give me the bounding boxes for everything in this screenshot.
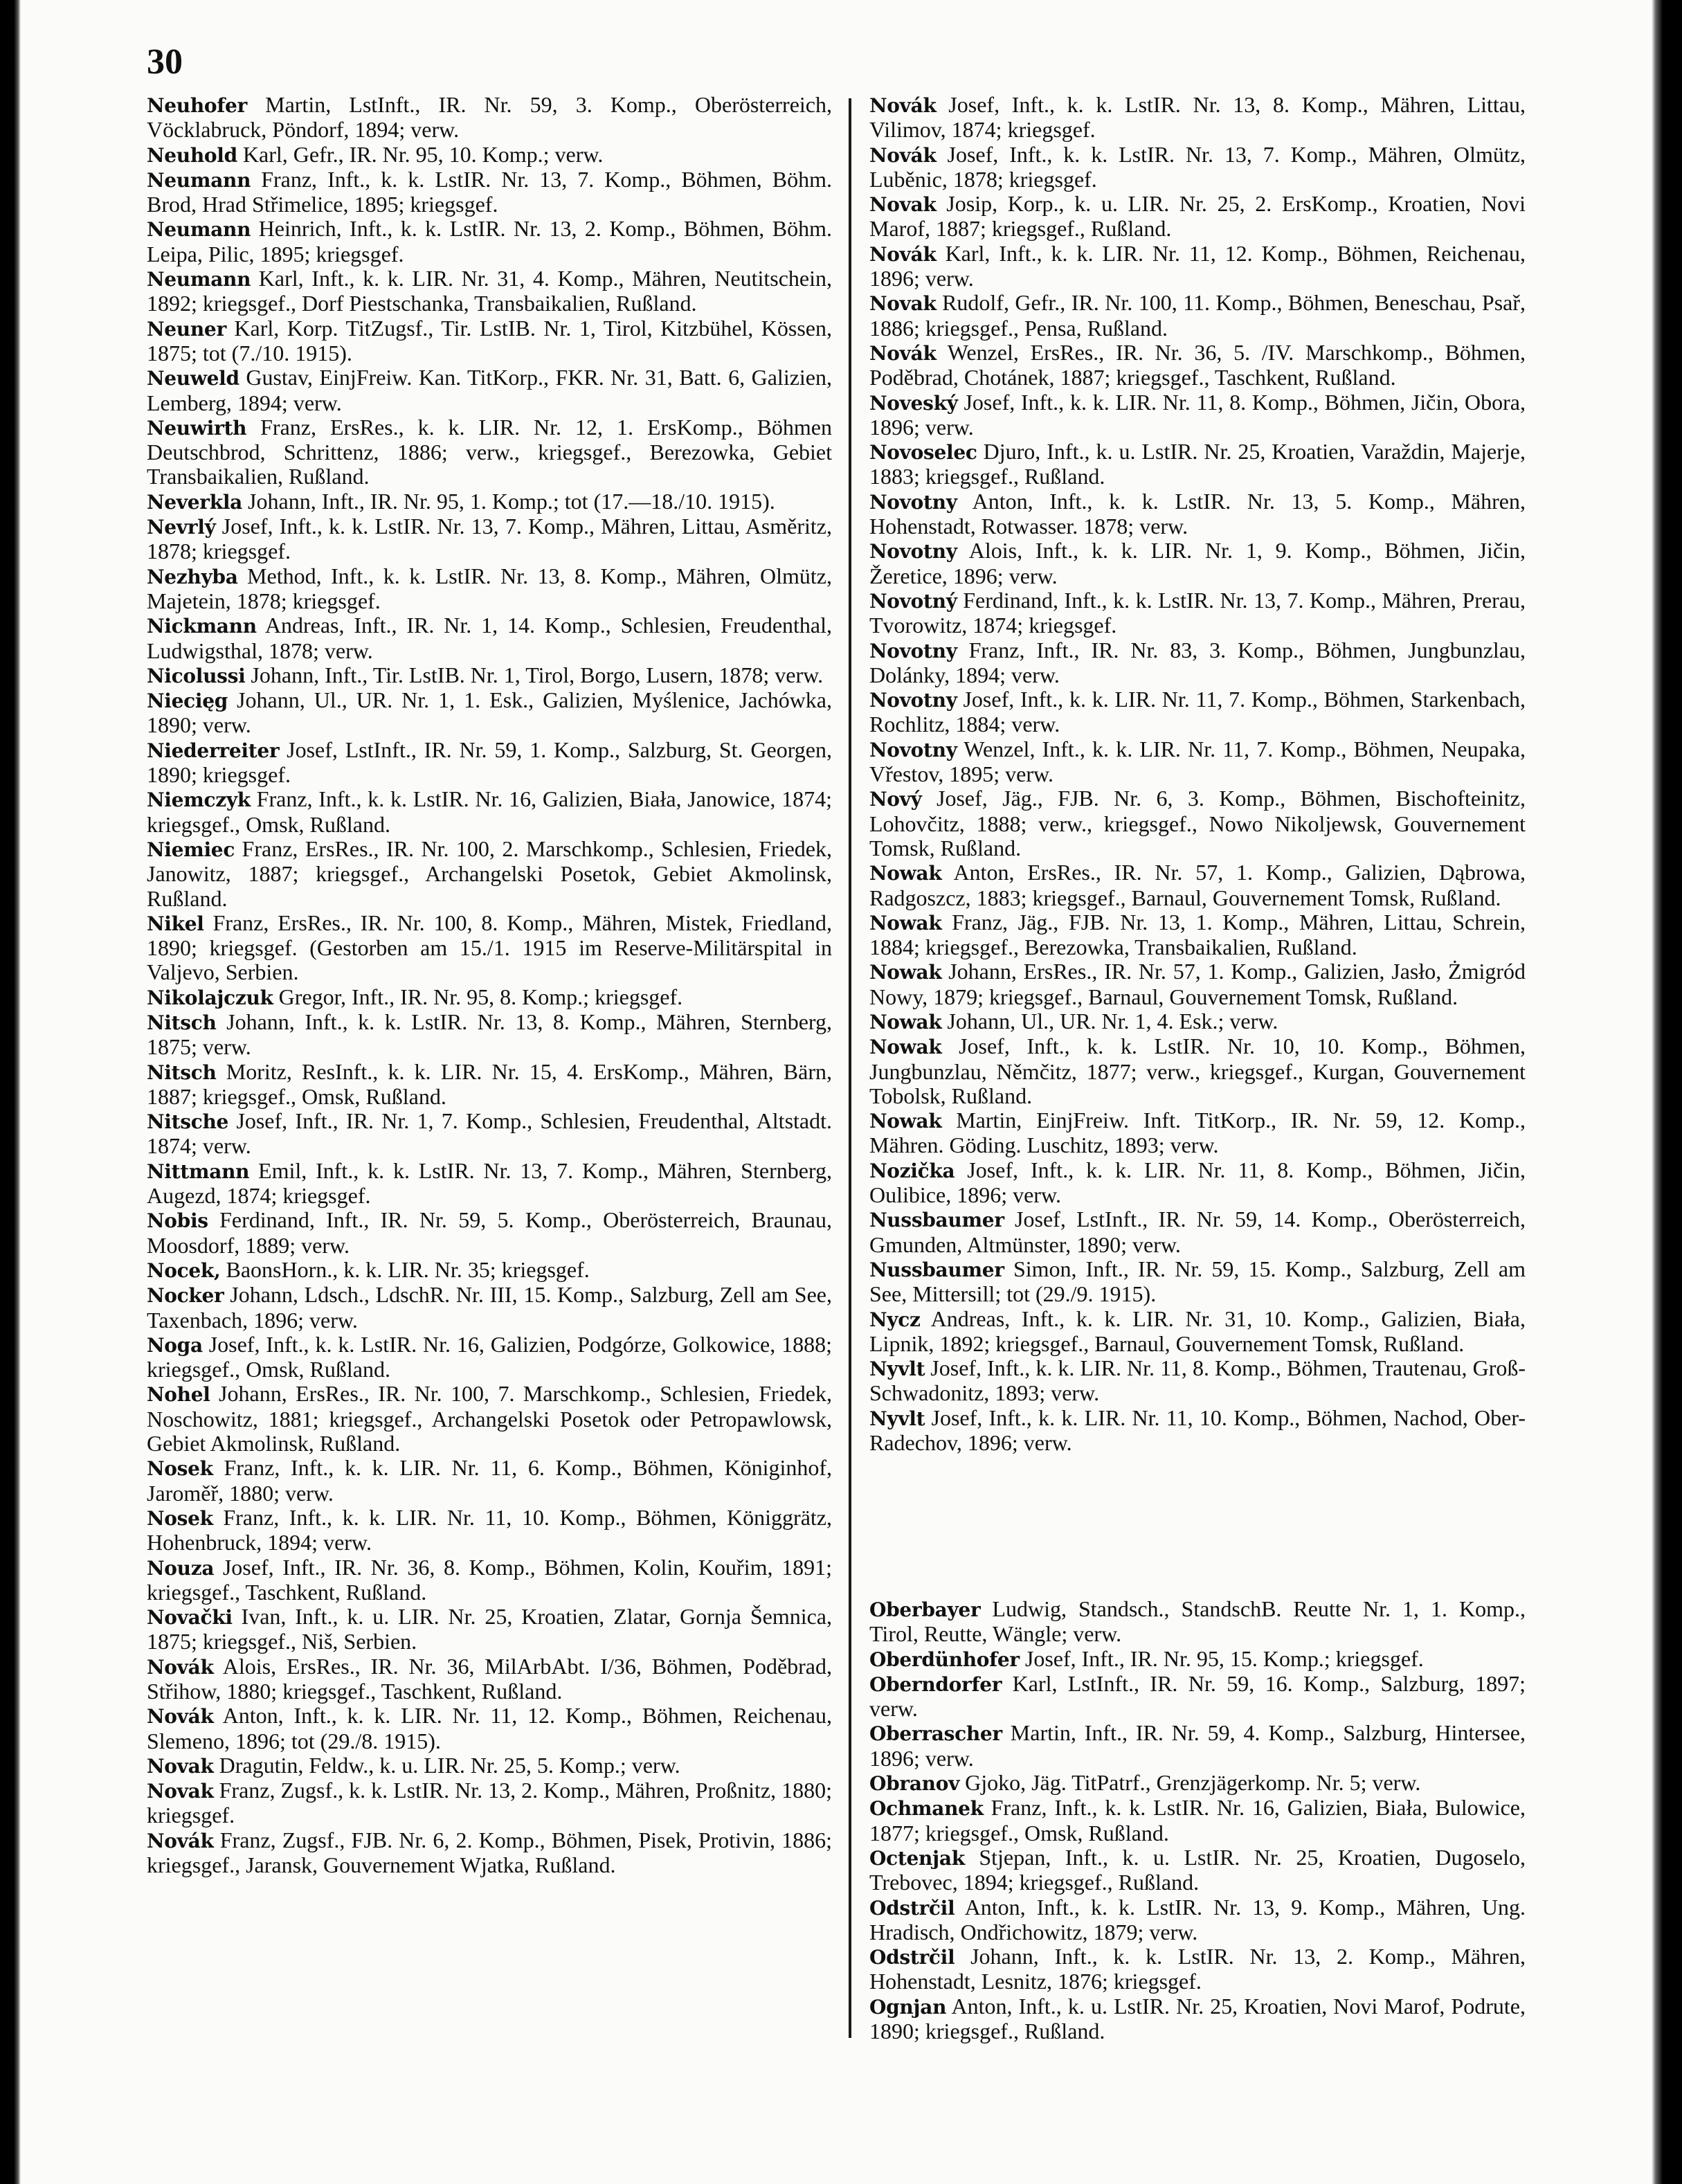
- entry-surname: Nowak: [869, 961, 942, 984]
- entry-details: Ferdinand, Inft., IR. Nr. 59, 5. Komp., Oberösterreich, Braunau, Moosdorf, 1889; verw.: [147, 1207, 833, 1258]
- entry-surname: Nevrlý: [147, 516, 216, 539]
- register-entry: [869, 341, 1526, 390]
- register-entry: [147, 663, 832, 688]
- entry-surname: Neuner: [147, 317, 226, 341]
- register-entry: [869, 1721, 1526, 1771]
- register-entry: [869, 539, 1526, 588]
- entry-details: Johann, Ldsch., LdschR. Nr. III, 15. Komp., Salzburg, Zell am See, Taxenbach, 1896; verw.: [147, 1282, 833, 1333]
- entry-surname: Oberdünhofer: [869, 1648, 1020, 1671]
- entry-surname: Neuweld: [147, 367, 239, 390]
- register-entry: [869, 143, 1526, 192]
- scan-right-edge: [1652, 0, 1682, 2184]
- register-entry: [147, 911, 832, 985]
- register-entry: [869, 737, 1526, 787]
- entry-details: Karl, Inft., k. k. LIR. Nr. 31, 4. Komp., Mähren, Neutitschein, 1892; kriegsgef., Dorf Piestschanka, Transbaikalien, Rußland.: [147, 266, 833, 316]
- entry-details: Anton, Inft., k. k. LIR. Nr. 11, 12. Komp., Böhmen, Reichenau, Slemeno, 1896; tot (29./8. 1915).: [147, 1703, 833, 1753]
- entry-surname: Nohel: [147, 1383, 210, 1407]
- entry-surname: Novotný: [869, 589, 957, 613]
- register-entry: [869, 1647, 1526, 1672]
- register-entry: [147, 1208, 832, 1258]
- register-entry: [147, 1704, 832, 1753]
- entry-surname: Neumann: [147, 268, 251, 291]
- entry-surname: Novački: [147, 1606, 233, 1630]
- entry-details: Karl, LstInft., IR. Nr. 59, 16. Komp., Salzburg, 1897; verw.: [869, 1670, 1526, 1722]
- entry-details: Karl, Korp. TitZugsf., Tir. LstIB. Nr. 1, Tirol, Kitzbühel, Kössen, 1875; tot (7./10. 1915).: [147, 315, 832, 365]
- entry-details: Josef, Inft., IR. Nr. 1, 7. Komp., Schlesien, Freudenthal, Altstadt. 1874; verw.: [147, 1108, 833, 1159]
- entry-details: Josef, Inft., k. k. LIR. Nr. 11, 10. Komp., Böhmen, Nachod, Ober-Radechov, 1896; verw.: [869, 1405, 1526, 1456]
- entry-details: Ferdinand, Inft., k. k. LstIR. Nr. 13, 7. Komp., Mähren, Prerau, Tvorowitz, 1874; kriegsgef.: [869, 587, 1526, 638]
- entry-details: Martin, EinjFreiw. Inft. TitKorp., IR. Nr. 59, 12. Komp., Mähren. Göding. Luschitz, 1893; verw.: [869, 1108, 1526, 1158]
- register-entry: [147, 787, 832, 837]
- entry-surname: Novák: [147, 1655, 214, 1679]
- entry-details: Franz, Zugsf., k. k. LstIR. Nr. 13, 2. Komp., Mähren, Proßnitz, 1880; kriegsgef.: [147, 1778, 833, 1828]
- entry-surname: Novoselec: [869, 441, 977, 464]
- entry-details: Josef, LstInft., IR. Nr. 59, 14. Komp., Oberösterreich, Gmunden, Altmünster, 1890; verw.: [869, 1207, 1526, 1257]
- entry-surname: Nyvlt: [869, 1357, 925, 1381]
- entry-details: Karl, Inft., k. k. LIR. Nr. 11, 12. Komp., Böhmen, Reichenau, 1896; verw.: [869, 240, 1526, 291]
- entry-details: Anton, Inft., k. u. LstIR. Nr. 25, Kroatien, Novi Marof, Podrute, 1890; kriegsgef., Rußland.: [869, 1993, 1526, 2044]
- register-entry: [147, 365, 832, 415]
- entry-surname: Novák: [147, 1829, 214, 1852]
- entry-details: Alois, ErsRes., IR. Nr. 36, MilArbAbt. I/36, Böhmen, Poděbrad, Střihow, 1880; kriegsgef., Taschkent, Rußland.: [147, 1653, 833, 1704]
- register-entry: [147, 613, 832, 663]
- entry-surname: Nitsche: [147, 1110, 229, 1134]
- entry-surname: Nosek: [147, 1457, 213, 1481]
- entry-details: Franz, Inft., IR. Nr. 83, 3. Komp., Böhmen, Jungbunzlau, Dolánky, 1894; verw.: [869, 637, 1526, 687]
- entry-surname: Oberndorfer: [869, 1672, 1002, 1696]
- entry-surname: Nobis: [147, 1209, 208, 1233]
- entry-details: Franz, Zugsf., FJB. Nr. 6, 2. Komp., Böhmen, Pisek, Protivin, 1886; kriegsgef., Jaransk, Gouvernement Wjatka, Rußland.: [147, 1827, 833, 1878]
- entry-details: Josef, LstInft., IR. Nr. 59, 1. Komp., Salzburg, St. Georgen, 1890; kriegsgef.: [147, 737, 833, 788]
- entry-details: Franz, ErsRes., IR. Nr. 100, 8. Komp., Mähren, Mistek, Friedland, 1890; kriegsgef. (Gestorben am 15./1. 1915 im Reserve-Militärspital in Valjevo, Serbien.: [147, 910, 833, 985]
- entry-surname: Novotny: [869, 639, 957, 662]
- register-entry: [869, 910, 1526, 960]
- register-entry: [869, 1034, 1526, 1108]
- register-entry: [147, 267, 832, 316]
- entry-details: Djuro, Inft., k. u. LstIR. Nr. 25, Kroatien, Varaždin, Majerje, 1883; kriegsgef., Rußland.: [869, 439, 1526, 489]
- entry-details: Johann, Inft., Tir. LstIB. Nr. 1, Tirol, Borgo, Lusern, 1878; verw.: [251, 662, 824, 687]
- entry-surname: Nosek: [147, 1506, 213, 1530]
- entry-surname: Octenjak: [869, 1846, 965, 1870]
- entry-details: Franz, ErsRes., k. k. LIR. Nr. 12, 1. ErsKomp., Böhmen Deutschbrod, Schrittenz, 1886; verw., kriegsgef., Berezowka, Gebiet Transbaikalien, Rußland.: [147, 414, 832, 489]
- entry-surname: Novotny: [869, 490, 957, 514]
- entry-details: Moritz, ResInft., k. k. LIR. Nr. 15, 4. ErsKomp., Mähren, Bärn, 1887; kriegsgef., Omsk, Rußland.: [147, 1058, 832, 1109]
- page-number: 30: [147, 42, 183, 82]
- left-column: [147, 93, 832, 1877]
- entry-surname: Nowak: [869, 911, 942, 935]
- register-entry: [869, 1108, 1526, 1158]
- entry-surname: Neuwirth: [147, 416, 247, 440]
- register-entry: [147, 1060, 832, 1110]
- entry-details: Josef, Inft., k. k. LstIR. Nr. 13, 7. Komp., Mähren, Olmütz, Luběnic, 1878; kriegsgef.: [869, 141, 1526, 192]
- entry-details: Wenzel, Inft., k. k. LIR. Nr. 11, 7. Komp., Böhmen, Neupaka, Vřestov, 1895; verw.: [869, 736, 1526, 787]
- register-entry: [147, 1506, 832, 1555]
- entry-details: Josef, Inft., k. k. LIR. Nr. 11, 8. Komp., Böhmen, Jičin, Oulibice, 1896; verw.: [869, 1157, 1526, 1208]
- entry-surname: Noga: [147, 1333, 203, 1357]
- entry-details: Franz, Inft., k. k. LstIR. Nr. 13, 7. Komp., Böhmen, Böhm. Brod, Hrad Střimelice, 1895; kriegsgef.: [147, 166, 833, 217]
- register-entry: [869, 440, 1526, 489]
- entry-details: Ivan, Inft., k. u. LIR. Nr. 25, Kroatien, Zlatar, Gornja Šemnica, 1875; kriegsgef., Niš, Serbien.: [147, 1604, 833, 1654]
- entry-surname: Niederreiter: [147, 739, 280, 762]
- entry-surname: Odstrčil: [869, 1896, 955, 1920]
- entry-surname: Novak: [869, 292, 937, 316]
- entry-surname: Novák: [147, 1705, 214, 1729]
- register-entry: [869, 638, 1526, 688]
- register-entry: [147, 1605, 832, 1654]
- register-entry: [147, 738, 832, 788]
- entry-surname: Nozička: [869, 1159, 955, 1182]
- right-column-section-o: [869, 1597, 1526, 2043]
- register-entry: [147, 688, 832, 738]
- column-divider: [849, 98, 851, 2038]
- entry-surname: Novak: [147, 1754, 214, 1778]
- entry-details: BaonsHorn., k. k. LIR. Nr. 35; kriegsgef.: [226, 1256, 590, 1282]
- register-entry: [147, 514, 832, 564]
- entry-surname: Oberbayer: [869, 1598, 981, 1621]
- entry-surname: Nicolussi: [147, 664, 246, 687]
- entry-surname: Novotny: [869, 689, 957, 712]
- entry-details: Johann, Inft., k. k. LstIR. Nr. 13, 8. Komp., Mähren, Sternberg, 1875; verw.: [147, 1009, 832, 1060]
- entry-surname: Nycz: [869, 1308, 921, 1331]
- entry-details: Martin, LstInft., IR. Nr. 59, 3. Komp., Oberösterreich, Vöcklabruck, Pöndorf, 1894; verw.: [147, 92, 833, 143]
- entry-surname: Noveský: [869, 391, 958, 415]
- entry-details: Franz, ErsRes., IR. Nr. 100, 2. Marschkomp., Schlesien, Friedek, Janowitz, 1887; kriegsgef., Archangelski Posetok, Gebiet Akmolinsk, Rußland.: [147, 836, 833, 911]
- entry-surname: Nussbaumer: [869, 1258, 1004, 1281]
- entry-surname: Nussbaumer: [869, 1209, 1004, 1232]
- register-entry: [869, 1672, 1526, 1722]
- entry-surname: Niemiec: [147, 838, 235, 861]
- register-entry: [147, 316, 832, 366]
- entry-surname: Niemczyk: [147, 788, 251, 812]
- entry-surname: Nickmann: [147, 615, 257, 638]
- register-entry: [869, 1994, 1526, 2044]
- register-entry: [869, 860, 1526, 910]
- entry-surname: Ognjan: [869, 1995, 947, 2019]
- register-entry: [147, 1654, 832, 1704]
- entry-details: Andreas, Inft., IR. Nr. 1, 14. Komp., Schlesien, Freudenthal, Ludwigsthal, 1878; verw.: [147, 613, 833, 663]
- entry-details: Ludwig, Standsch., StandschB. Reutte Nr. 1, 1. Komp., Tirol, Reutte, Wängle; verw.: [869, 1596, 1526, 1647]
- right-column: [869, 93, 1526, 1455]
- entry-details: Josef, Inft., IR. Nr. 36, 8. Komp., Böhmen, Kolin, Kouřim, 1891; kriegsgef., Taschkent, Rußland.: [147, 1554, 833, 1605]
- entry-details: Johann, Ul., UR. Nr. 1, 4. Esk.; verw.: [947, 1008, 1278, 1034]
- entry-surname: Novak: [147, 1780, 214, 1803]
- entry-details: Johann, Inft., IR. Nr. 95, 1. Komp.; tot (17.—18./10. 1915).: [248, 488, 775, 514]
- entry-surname: Nowak: [869, 1010, 942, 1034]
- register-entry: [147, 217, 832, 267]
- entry-surname: Neuhofer: [147, 94, 248, 117]
- register-entry: [147, 93, 832, 143]
- entry-surname: Neverkla: [147, 490, 243, 514]
- entry-details: Franz, Inft., k. k. LstIR. Nr. 16, Galizien, Biała, Janowice, 1874; kriegsgef., Omsk, Rußland.: [147, 786, 833, 837]
- register-entry: [869, 1009, 1526, 1034]
- register-entry: [147, 1333, 832, 1382]
- register-entry: [869, 1895, 1526, 1945]
- register-entry: [147, 1753, 832, 1778]
- register-entry: [869, 588, 1526, 638]
- register-entry: [869, 1207, 1526, 1257]
- entry-details: Karl, Gefr., IR. Nr. 95, 10. Komp.; verw.: [242, 141, 604, 167]
- entry-details: Franz, Inft., k. k. LIR. Nr. 11, 10. Komp., Böhmen, Königgrätz, Hohenbruck, 1894; verw.: [147, 1504, 833, 1555]
- entry-details: Josip, Korp., k. u. LIR. Nr. 25, 2. ErsKomp., Kroatien, Novi Marof, 1887; kriegsgef., Rußland.: [869, 191, 1526, 242]
- register-entry: [869, 192, 1526, 242]
- entry-details: Anton, Inft., k. k. LstIR. Nr. 13, 5. Komp., Mähren, Hohenstadt, Rotwasser. 1878; verw.: [869, 488, 1526, 539]
- entry-details: Josef, Inft., k. k. LstIR. Nr. 10, 10. Komp., Böhmen, Jungbunzlau, Němčitz, 1877; verw., kriegsgef., Kurgan, Gouvernement Tobolsk, Rußland.: [869, 1034, 1526, 1108]
- entry-details: Johann, Inft., k. k. LstIR. Nr. 13, 2. Komp., Mähren, Hohenstadt, Lesnitz, 1876; kriegsgef.: [869, 1944, 1526, 1994]
- entry-details: Josef, Inft., k. k. LstIR. Nr. 16, Galizien, Podgórze, Golkowice, 1888; kriegsgef., Omsk, Rußland.: [147, 1331, 832, 1382]
- entry-details: Wenzel, ErsRes., IR. Nr. 36, 5. /IV. Marschkomp., Böhmen, Poděbrad, Chotánek, 1887; kriegsgef., Taschkent, Rußland.: [869, 339, 1526, 390]
- register-entry: [147, 489, 832, 514]
- entry-details: Emil, Inft., k. k. LstIR. Nr. 13, 7. Komp., Mähren, Sternberg, Augezd, 1874; kriegsgef.: [147, 1157, 833, 1209]
- entry-surname: Odstrčil: [869, 1946, 955, 1969]
- entry-surname: Nyvlt: [869, 1407, 925, 1430]
- register-entry: [147, 1828, 832, 1878]
- entry-details: Josef, Inft., k. k. LstIR. Nr. 13, 8. Komp., Mähren, Littau, Vilimov, 1874; kriegsgef.: [869, 92, 1526, 143]
- register-entry: [147, 1258, 832, 1283]
- entry-details: Heinrich, Inft., k. k. LstIR. Nr. 13, 2. Komp., Böhmen, Böhm. Leipa, Pilic, 1895; kriegsgef.: [147, 216, 833, 267]
- entry-details: Andreas, Inft., k. k. LIR. Nr. 31, 10. Komp., Galizien, Biała, Lipnik, 1892; kriegsgef., Barnaul, Gouvernement Tomsk, Rußland.: [869, 1306, 1526, 1356]
- entry-details: Franz, Inft., k. k. LstIR. Nr. 16, Galizien, Biała, Bulowice, 1877; kriegsgef., Omsk, Rußland.: [869, 1795, 1526, 1845]
- register-entry: [147, 1456, 832, 1506]
- entry-surname: Nocker: [147, 1284, 224, 1308]
- register-entry: [147, 985, 832, 1010]
- entry-surname: Nitsch: [147, 1061, 217, 1084]
- register-entry: [147, 1382, 832, 1456]
- entry-surname: Obranov: [869, 1772, 960, 1796]
- entry-surname: Novak: [869, 193, 937, 217]
- entry-details: Stjepan, Inft., k. u. LstIR. Nr. 25, Kroatien, Dugoselo, Trebovec, 1894; kriegsgef., Rußland.: [869, 1844, 1526, 1895]
- register-entry: [869, 1845, 1526, 1895]
- entry-surname: Nikolajczuk: [147, 986, 273, 1009]
- register-entry: [147, 564, 832, 614]
- entry-details: Josef, Inft., IR. Nr. 95, 15. Komp.; kriegsgef.: [1024, 1645, 1424, 1671]
- entry-surname: Nezhyba: [147, 565, 238, 588]
- entry-surname: Niecięg: [147, 689, 228, 713]
- entry-details: Gustav, EinjFreiw. Kan. TitKorp., FKR. Nr. 31, Batt. 6, Galizien, Lemberg, 1894; verw.: [147, 365, 833, 415]
- entry-surname: Nouza: [147, 1556, 215, 1580]
- register-entry: [147, 1555, 832, 1605]
- register-entry: [869, 959, 1526, 1009]
- register-entry: [869, 687, 1526, 737]
- register-entry: [869, 1356, 1526, 1406]
- register-entry: [869, 1771, 1526, 1796]
- entry-surname: Nikel: [147, 912, 204, 935]
- entry-surname: Neuhold: [147, 143, 237, 167]
- entry-surname: Nový: [869, 788, 922, 811]
- entry-details: Johann, ErsRes., IR. Nr. 57, 1. Komp., Galizien, Jasło, Żmigród Nowy, 1879; kriegsgef., Barnaul, Gouvernement Tomsk, Rußland.: [869, 959, 1526, 1009]
- entry-details: Martin, Inft., IR. Nr. 59, 4. Komp., Salzburg, Hintersee, 1896; verw.: [869, 1720, 1526, 1771]
- register-entry: [147, 143, 832, 168]
- register-entry: [869, 1796, 1526, 1845]
- register-entry: [147, 1778, 832, 1828]
- entry-surname: Novotny: [869, 540, 957, 563]
- entry-surname: Nitsch: [147, 1011, 217, 1034]
- register-entry: [869, 786, 1526, 860]
- register-entry: [869, 390, 1526, 440]
- entry-details: Anton, Inft., k. k. LstIR. Nr. 13, 9. Komp., Mähren, Ung. Hradisch, Ondřichowitz, 1879; verw.: [869, 1894, 1526, 1944]
- entry-surname: Novák: [869, 242, 937, 266]
- entry-details: Johann, Ul., UR. Nr. 1, 1. Esk., Galizien, Myślenice, Jachówka, 1890; verw.: [147, 687, 832, 738]
- register-entry: [147, 837, 832, 911]
- entry-surname: Nowak: [869, 1110, 942, 1133]
- entry-details: Josef, Inft., k. k. LIR. Nr. 11, 8. Komp., Böhmen, Jičin, Obora, 1896; verw.: [869, 389, 1526, 440]
- register-entry: [869, 1944, 1526, 1994]
- register-entry: [147, 1159, 832, 1209]
- register-entry: [869, 1257, 1526, 1307]
- entry-surname: Nowak: [869, 862, 942, 885]
- entry-details: Franz, Inft., k. k. LIR. Nr. 11, 6. Komp., Böhmen, Königinhof, Jaroměř, 1880; verw.: [147, 1455, 833, 1506]
- register-entry: [869, 242, 1526, 291]
- entry-details: Josef, Inft., k. k. LIR. Nr. 11, 8. Komp., Böhmen, Trautenau, Groß-Schwadonitz, 1893; verw.: [869, 1355, 1526, 1406]
- register-entry: [869, 291, 1526, 341]
- entry-surname: Novák: [869, 143, 937, 167]
- entry-details: Rudolf, Gefr., IR. Nr. 100, 11. Komp., Böhmen, Beneschau, Psař, 1886; kriegsgef., Pensa, Rußland.: [869, 290, 1526, 341]
- entry-details: Josef, Inft., k. k. LIR. Nr. 11, 7. Komp., Böhmen, Starkenbach, Rochlitz, 1884; verw.: [869, 687, 1526, 737]
- entry-details: Franz, Jäg., FJB. Nr. 13, 1. Komp., Mähren, Littau, Schrein, 1884; kriegsgef., Berezowka, Transbaikalien, Rußland.: [869, 909, 1526, 960]
- entry-surname: Ochmanek: [869, 1797, 984, 1821]
- entry-details: Simon, Inft., IR. Nr. 59, 15. Komp., Salzburg, Zell am See, Mittersill; tot (29./9. 1915).: [869, 1256, 1526, 1307]
- entry-surname: Novák: [869, 341, 937, 365]
- entry-surname: Nittmann: [147, 1159, 250, 1183]
- register-entry: [147, 1109, 832, 1159]
- entry-surname: Novotny: [869, 738, 957, 761]
- scan-left-edge: [0, 0, 21, 2184]
- entry-details: Dragutin, Feldw., k. u. LIR. Nr. 25, 5. Komp.; verw.: [219, 1752, 680, 1778]
- register-entry: [147, 168, 832, 217]
- entry-surname: Neumann: [147, 168, 251, 192]
- entry-details: Gregor, Inft., IR. Nr. 95, 8. Komp.; kriegsgef.: [278, 984, 683, 1009]
- register-entry: [869, 1307, 1526, 1357]
- entry-details: Josef, Jäg., FJB. Nr. 6, 3. Komp., Böhmen, Bischofteinitz, Lohovčitz, 1888; verw., kriegsgef., Nowo Nikoljewsk, Gouvernement Tomsk, Rußland.: [869, 786, 1526, 860]
- register-entry: [147, 415, 832, 489]
- entry-details: Johann, ErsRes., IR. Nr. 100, 7. Marschkomp., Schlesien, Friedek, Noschowitz, 1881; kriegsgef., Archangelski Posetok oder Petropawlowsk, Gebiet Akmolinsk, Rußland.: [147, 1381, 833, 1456]
- register-entry: [147, 1010, 832, 1060]
- entry-surname: Novák: [869, 94, 937, 117]
- entry-details: Gjoko, Jäg. TitPatrf., Grenzjägerkomp. Nr. 5; verw.: [965, 1770, 1421, 1796]
- register-entry: [869, 93, 1526, 143]
- entry-surname: Nocek,: [147, 1258, 221, 1282]
- register-entry: [869, 1597, 1526, 1647]
- entry-details: Method, Inft., k. k. LstIR. Nr. 13, 8. Komp., Mähren, Olmütz, Majetein, 1878; kriegsgef.: [147, 563, 833, 613]
- register-entry: [147, 1283, 832, 1333]
- entry-surname: Oberrascher: [869, 1722, 1002, 1746]
- entry-details: Josef, Inft., k. k. LstIR. Nr. 13, 7. Komp., Mähren, Littau, Asměritz, 1878; kriegsgef.: [147, 514, 833, 564]
- register-entry: [869, 489, 1526, 539]
- register-entry: [869, 1406, 1526, 1456]
- entry-surname: Nowak: [869, 1036, 942, 1059]
- register-entry: [869, 1158, 1526, 1208]
- entry-surname: Neumann: [147, 218, 251, 242]
- entry-details: Anton, ErsRes., IR. Nr. 57, 1. Komp., Galizien, Dąbrowa, Radgoszcz, 1883; kriegsgef., Barnaul, Gouvernement Tomsk, Rußland.: [869, 860, 1526, 910]
- entry-details: Alois, Inft., k. k. LIR. Nr. 1, 9. Komp., Böhmen, Jičin, Žeretice, 1896; verw.: [869, 538, 1526, 588]
